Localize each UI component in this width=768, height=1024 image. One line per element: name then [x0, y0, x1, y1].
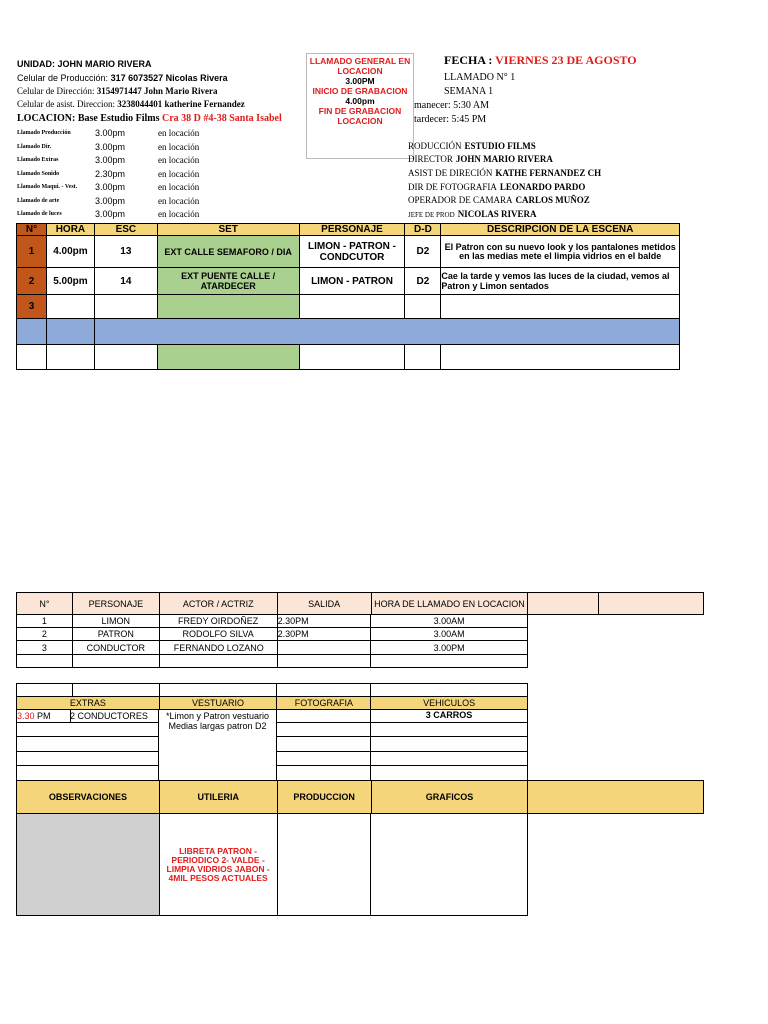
locacion-label: LOCACION: Base Estudio Films	[17, 113, 160, 124]
locacion	[17, 113, 282, 124]
empty-cell	[159, 684, 277, 697]
extras-desc-row	[70, 711, 148, 721]
cast-header-actor: ACTOR / ACTRIZ	[159, 593, 277, 615]
observaciones-cell	[17, 814, 160, 916]
amanecer: manecer: 5:30 AM	[414, 100, 489, 111]
notes-body-table	[16, 813, 528, 916]
scene-dd	[405, 295, 441, 319]
crew-role: DIRECTOR	[408, 154, 453, 164]
llamado-time: 3.00pm	[95, 141, 126, 152]
cel-direccion-label: Celular de Dirección:	[17, 86, 95, 96]
empty-cell	[277, 655, 371, 668]
cast-salida: 2.30PM	[277, 628, 371, 641]
extras-desc: CONDUCTORES	[77, 711, 148, 721]
crew-row	[408, 195, 590, 205]
llamado-time: 3.00pm	[95, 128, 126, 138]
scene-desc: Cae la tarde y vemos las luces de la ciudad, vemos al Patron y Limon sentados	[441, 268, 680, 295]
callbox-line: LOCACION	[337, 116, 383, 126]
cast-actor: FERNANDO LOZANO	[159, 641, 277, 655]
llamado-place: en locación	[158, 155, 200, 165]
empty-cell	[405, 345, 441, 370]
table-row	[17, 615, 528, 628]
scene-header-set: SET	[157, 224, 299, 236]
cast-salida	[277, 641, 371, 655]
crew-name: JOHN MARIO RIVERA	[455, 154, 553, 164]
general-call-box	[306, 53, 414, 159]
blue-cell	[17, 319, 47, 345]
grid-cell	[277, 766, 371, 781]
empty-cell	[159, 655, 277, 668]
utileria-cell: LIBRETA PATRON - PERIODICO 2- VALDE - LIMPIA VIDRIOS JABON - 4MIL PESOS ACTUALES	[159, 814, 277, 916]
llamado-label: Llamado Extras	[17, 157, 59, 163]
scene-header-dd: D-D	[405, 224, 441, 236]
scene-header-n: N°	[17, 224, 47, 236]
graficos-cell	[371, 814, 528, 916]
cel-asist-value: 3238044401 katherine Fernandez	[117, 99, 245, 109]
crew-role: JEFE DE PROD	[408, 211, 455, 219]
empty-cell	[528, 781, 704, 814]
table-row	[17, 236, 680, 268]
llamado-label: Llamado Producción	[17, 130, 71, 136]
cel-produccion-value: 317 6073527 Nicolas Rivera	[110, 73, 228, 83]
cast-n: 2	[17, 628, 73, 641]
cast-body	[16, 614, 528, 668]
cast-header-salida: SALIDA	[277, 593, 371, 615]
cel-produccion-label: Celular de Producción:	[17, 73, 109, 83]
cast-table	[16, 592, 704, 615]
vestuario-cell: *Limon y Patron vestuario Medias largas patron D2	[159, 709, 277, 781]
scene-personaje: LIMON - PATRON - CONDCUTOR	[299, 236, 405, 268]
notes-header-table	[16, 780, 704, 814]
cast-hora: 3.00AM	[371, 615, 528, 628]
cast-salida: 2.30PM	[277, 615, 371, 628]
fecha-value: VIERNES 23 DE AGOSTO	[495, 53, 637, 67]
crew-role: OPERADOR DE CAMARA	[408, 195, 513, 205]
empty-cell	[277, 684, 371, 697]
grid-cell	[16, 737, 159, 752]
llamado-place: en locación	[158, 182, 200, 192]
llamado-place: en locación	[158, 128, 200, 138]
empty-cell	[371, 684, 528, 697]
empty-cell	[17, 684, 73, 697]
llamado-place: en locación	[158, 195, 200, 206]
produccion-cell	[277, 814, 371, 916]
scene-n: 1	[17, 236, 47, 268]
cast-n: 1	[17, 615, 73, 628]
grid-cell	[277, 737, 371, 752]
notes-header-observaciones: OBSERVACIONES	[17, 781, 160, 814]
cast-header-n: N°	[17, 593, 73, 615]
callbox-line: 3.00PM	[345, 76, 375, 86]
llamado-place: en locación	[158, 209, 200, 219]
empty-cell	[72, 655, 159, 668]
crew-role: ASIST DE DIRECIÓN	[408, 168, 493, 178]
cel-asist	[17, 99, 245, 109]
scene-dd: D2	[405, 268, 441, 295]
notes-header-row	[17, 781, 704, 814]
fotografia-grid	[277, 709, 371, 781]
crew-row	[408, 154, 553, 164]
llamado-time: 3.00pm	[95, 209, 126, 219]
scene-hora: 4.00pm	[46, 236, 94, 268]
extras-time: 3.30	[17, 711, 35, 721]
empty-cell	[17, 655, 73, 668]
cast-hora: 3.00PM	[371, 641, 528, 655]
notes-header-graficos: GRAFICOS	[371, 781, 528, 814]
extras-count: 2	[70, 711, 76, 721]
empty-cell	[72, 684, 159, 697]
scene-header-hora: HORA	[46, 224, 94, 236]
empty-cell	[17, 345, 47, 370]
scene-esc	[94, 295, 157, 319]
llamado-place: en locación	[158, 141, 200, 152]
table-row	[17, 268, 680, 295]
vehiculos-grid	[371, 709, 528, 781]
cast-actor: FREDY OIRDOÑEZ	[159, 615, 277, 628]
atardecer: tardecer: 5:45 PM	[414, 114, 487, 125]
cast-personaje: PATRON	[72, 628, 159, 641]
empty-cell	[157, 345, 299, 370]
dept-header-extras: EXTRAS	[17, 697, 160, 710]
scene-n: 3	[17, 295, 47, 319]
scene-desc	[441, 295, 680, 319]
crew-row	[408, 168, 601, 178]
empty-cell	[46, 345, 94, 370]
dept-table	[16, 696, 528, 710]
llamado-label: Llamado Dir.	[17, 143, 52, 150]
dept-pre-rows	[16, 683, 528, 697]
scene-hora: 5.00pm	[46, 268, 94, 295]
crew-role: RODUCCIÓN	[408, 141, 462, 151]
llamado-time: 2.30pm	[95, 168, 126, 179]
dept-header-fotografia: FOTOGRAFIA	[277, 697, 371, 710]
crew-row	[408, 182, 585, 192]
table-row	[17, 319, 680, 345]
crew-name: KATHE FERNANDEZ CH	[495, 168, 602, 178]
scene-header-desc: DESCRIPCION DE LA ESCENA	[441, 224, 680, 236]
cast-header-personaje: PERSONAJE	[72, 593, 159, 615]
dept-body	[16, 709, 528, 781]
grid-cell	[16, 752, 159, 766]
grid-cell	[16, 766, 159, 781]
dept-header-vehiculos: VEHICULOS	[371, 697, 528, 710]
llamado-place: en locación	[158, 168, 200, 179]
table-row	[17, 295, 680, 319]
grid-cell	[277, 752, 371, 766]
llamado-time: 3.00pm	[95, 182, 126, 192]
grid-cell	[277, 723, 371, 737]
empty-cell	[441, 345, 680, 370]
cel-produccion	[17, 73, 228, 83]
grid-cell	[16, 723, 159, 737]
grid-cell	[277, 709, 371, 723]
scene-set	[157, 295, 299, 319]
scene-set: EXT CALLE SEMAFORO / DIA	[157, 236, 299, 268]
scene-personaje: LIMON - PATRON	[299, 268, 405, 295]
crew-name: LEONARDO PARDO	[499, 182, 586, 192]
grid-cell	[371, 723, 528, 737]
empty-cell	[599, 593, 704, 615]
cel-asist-label: Celular de asist. Direccion:	[17, 99, 115, 109]
callbox-line: FIN DE GRABACION	[318, 106, 402, 116]
fecha	[444, 53, 637, 68]
scene-header-esc: ESC	[94, 224, 157, 236]
dept-header-vestuario: VESTUARIO	[159, 697, 277, 710]
notes-header-utileria: UTILERIA	[159, 781, 277, 814]
llamado-time: 3.00pm	[95, 195, 126, 206]
notes-body-row	[17, 814, 528, 916]
extras-pm: PM	[37, 711, 51, 721]
cast-header-hora: HORA DE LLAMADO EN LOCACION	[371, 593, 528, 615]
grid-cell	[371, 737, 528, 752]
callbox-line: 4.00pm	[345, 96, 375, 106]
table-row	[17, 345, 680, 370]
extras-grid	[16, 709, 159, 781]
blue-cell	[94, 319, 679, 345]
grid-cell	[371, 766, 528, 781]
llamado-label: Llamado Sonido	[17, 170, 60, 177]
cast-personaje: LIMON	[72, 615, 159, 628]
cast-n: 3	[17, 641, 73, 655]
crew-row	[408, 141, 536, 151]
scene-n: 2	[17, 268, 47, 295]
table-row	[17, 641, 528, 655]
extras-time-row	[17, 711, 51, 721]
scene-desc: El Patron con su nuevo look y los pantalones metidos en las medias mete el limpia vidrios en el balde	[441, 236, 680, 268]
notes-header-produccion: PRODUCCION	[277, 781, 371, 814]
unidad-label: UNIDAD: JOHN MARIO RIVERA	[17, 59, 152, 69]
cast-actor: RODOLFO SILVA	[159, 628, 277, 641]
scene-set: EXT PUENTE CALLE / ATARDECER	[157, 268, 299, 295]
scene-esc: 13	[94, 236, 157, 268]
callbox-line: LOCACION	[337, 66, 383, 76]
scenes-table	[16, 223, 680, 370]
empty-cell	[299, 345, 405, 370]
semana: SEMANA 1	[444, 86, 494, 97]
llamado-time: 3.00pm	[95, 155, 126, 165]
scene-hora	[46, 295, 94, 319]
cast-hora: 3.00AM	[371, 628, 528, 641]
table-row	[17, 628, 528, 641]
empty-cell	[371, 655, 528, 668]
scene-dd: D2	[405, 236, 441, 268]
scene-esc: 14	[94, 268, 157, 295]
llamado-label: Llamado de arte	[17, 197, 60, 204]
grid-cell	[371, 752, 528, 766]
cel-direccion	[17, 86, 217, 96]
empty-cell	[528, 593, 599, 615]
scene-header-personaje: PERSONAJE	[299, 224, 405, 236]
cel-direccion-value: 3154971447 John Mario Rivera	[96, 86, 218, 96]
crew-name: NICOLAS RIVERA	[457, 209, 537, 219]
fecha-label: FECHA :	[444, 53, 493, 67]
crew-name: ESTUDIO FILMS	[464, 141, 536, 151]
callbox-line: INICIO DE GRABACION	[312, 86, 408, 96]
empty-cell	[94, 345, 157, 370]
crew-row	[408, 209, 536, 219]
scene-personaje	[299, 295, 405, 319]
cast-header-row	[17, 593, 704, 615]
llamado-label: Llamado de luces	[17, 211, 62, 217]
llamado-label: Llamado Maqui. - Vest.	[17, 184, 78, 190]
locacion-value: Cra 38 D #4-38 Santa Isabel	[162, 113, 282, 124]
blue-cell	[46, 319, 94, 345]
callbox-line: LLAMADO GENERAL EN	[309, 56, 411, 66]
vehiculos-cell: 3 CARROS	[371, 709, 528, 723]
table-row	[17, 655, 528, 668]
crew-role: DIR DE FOTOGRAFIA	[408, 182, 497, 192]
crew-name: CARLOS MUÑOZ	[515, 195, 590, 205]
dept-header-row	[17, 697, 528, 710]
cast-personaje: CONDUCTOR	[72, 641, 159, 655]
llamado-number: LLAMADO N° 1	[444, 72, 516, 83]
